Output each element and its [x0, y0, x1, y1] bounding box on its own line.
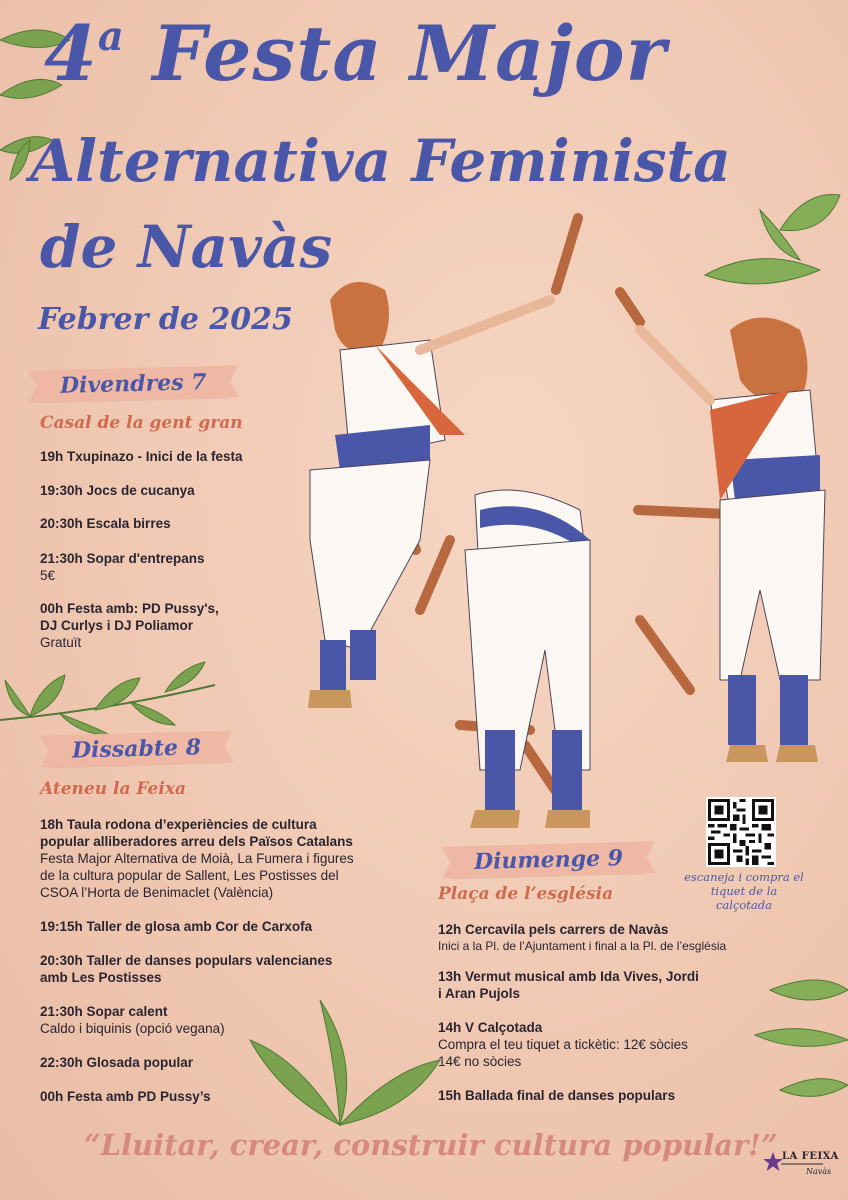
event-title: 12h Cercavila pels carrers de Navàs — [438, 922, 669, 937]
sunday-banner: Diumenge 9 — [452, 841, 646, 878]
list-item — [438, 1087, 838, 1104]
list-item — [40, 1054, 420, 1071]
qr-caption-line-2: tiquet de la calçotada — [710, 884, 778, 912]
leaf-left-middle-icon — [0, 640, 220, 740]
event-title: 00h Festa amb: PD Pussy's, — [40, 601, 219, 616]
event-detail-cont: de la cultura popular de Sallent, Les Postisses del — [40, 868, 339, 883]
list-item — [40, 515, 420, 532]
qr-caption — [684, 870, 804, 912]
event-title: 14h V Calçotada — [438, 1020, 543, 1035]
friday-banner: Divendres 7 — [38, 366, 229, 403]
page-title — [44, 9, 667, 98]
event-title: 18h Taula rodona d’experiències de cultura — [40, 817, 317, 832]
title-line-2: Alternativa Feminista — [30, 127, 731, 195]
list-item — [40, 918, 440, 935]
event-title-cont: amb Les Postisses — [40, 970, 162, 985]
list-item — [438, 1019, 838, 1070]
event-date: Febrer de 2025 — [38, 302, 293, 337]
list-item — [40, 600, 420, 651]
event-title-cont: popular alliberadores arreu dels Països Catalans — [40, 834, 353, 849]
event-detail: Caldo i biquinis (opció vegana) — [40, 1021, 225, 1036]
list-item — [40, 1003, 420, 1037]
title-line-3: de Navàs — [40, 213, 333, 281]
event-detail: Gratuït — [40, 635, 82, 650]
title-ordinal: a — [97, 13, 125, 60]
qr-code-icon[interactable] — [706, 797, 776, 867]
event-detail: Festa Major Alternativa de Moià, La Fumera i figures — [40, 851, 354, 866]
list-item — [40, 816, 440, 901]
title-main: Festa Major — [152, 9, 667, 98]
event-title: 15h Ballada final de danses populars — [438, 1088, 676, 1103]
qr-caption-line-1: escaneja i compra el — [684, 870, 804, 884]
logo-name: LA FEIXA — [782, 1151, 839, 1162]
event-title: 20:30h Escala birres — [40, 516, 171, 531]
event-detail: 5€ — [40, 568, 56, 583]
event-detail: Inici a la Pl. de l’Ajuntament i final a la Pl. de l’església — [438, 939, 727, 953]
event-title: 00h Festa amb PD Pussy’s — [40, 1089, 211, 1104]
slogan-quote: “Lluitar, crear, construir cultura popular!” — [84, 1128, 778, 1162]
list-item — [438, 921, 838, 955]
event-detail: Compra el teu tiquet a tickètic: 12€ sòcies — [438, 1037, 688, 1052]
logo-place: Navàs — [806, 1167, 832, 1176]
list-item — [438, 968, 838, 1002]
event-detail-cont: CSOA l’Horta de Benimaclet (València) — [40, 885, 274, 900]
event-title: 20:30h Taller de danses populars valencianes — [40, 953, 333, 968]
friday-venue: Casal de la gent gran — [40, 413, 243, 433]
event-title: 21:30h Sopar calent — [40, 1004, 168, 1019]
list-item — [40, 1088, 420, 1105]
event-title-cont: i Aran Pujols — [438, 986, 521, 1001]
list-item — [40, 448, 420, 465]
event-title: 19:15h Taller de glosa amb Cor de Carxofa — [40, 919, 313, 934]
event-title: 22:30h Glosada popular — [40, 1055, 194, 1070]
event-title-cont: DJ Curlys i DJ Poliamor — [40, 618, 194, 633]
title-number: 4 — [44, 9, 98, 98]
event-detail-cont: 14€ no sòcies — [438, 1054, 522, 1069]
list-item — [40, 952, 440, 986]
saturday-venue: Ateneu la Feixa — [40, 779, 186, 799]
list-item — [40, 550, 420, 584]
list-item — [40, 482, 420, 499]
sunday-venue: Plaça de l’església — [438, 884, 614, 904]
event-title: 19:30h Jocs de cucanya — [40, 483, 195, 498]
event-title: 19h Txupinazo - Inici de la festa — [40, 449, 243, 464]
event-title: 21:30h Sopar d'entrepans — [40, 551, 205, 566]
saturday-banner: Dissabte 8 — [50, 731, 224, 768]
event-title: 13h Vermut musical amb Ida Vives, Jordi — [438, 969, 699, 984]
